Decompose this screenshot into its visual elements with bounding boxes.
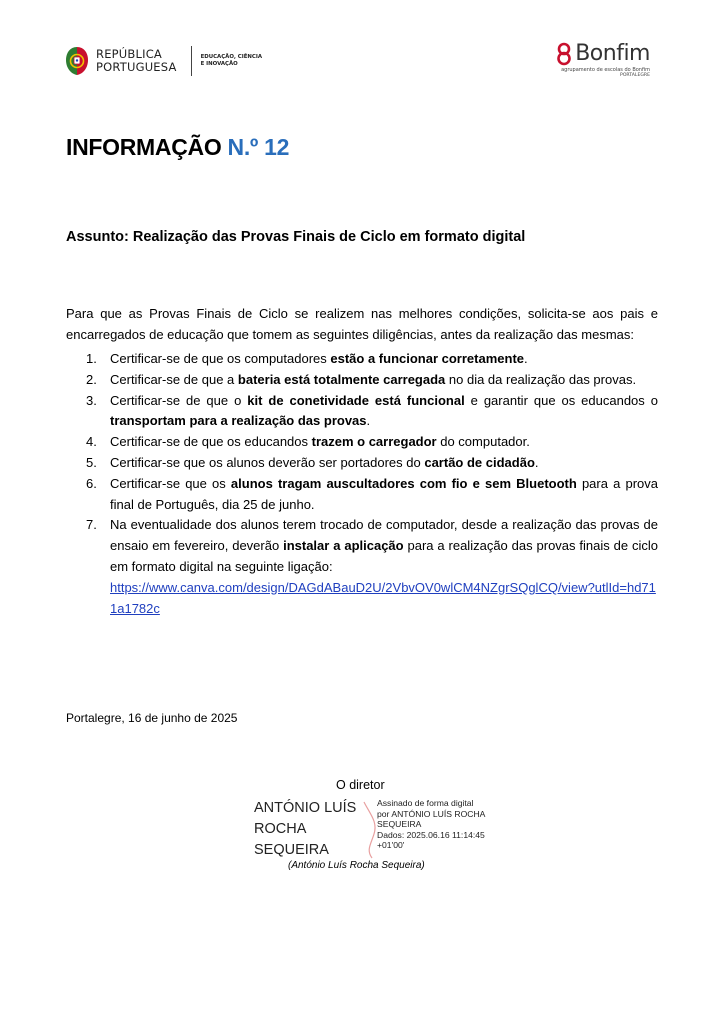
- list-number: 7.: [86, 517, 97, 533]
- document-title: [66, 134, 289, 161]
- school-logo: [554, 42, 650, 79]
- list-number: 3.: [86, 392, 97, 408]
- list-item: [66, 515, 658, 619]
- school-subtitle: agrupamento de escolas do Bonfim: [561, 67, 650, 73]
- list-text: Certificar-se de que a bateria está totalmente carregada no dia da realização das provas.: [110, 371, 637, 387]
- ministry-line-1: EDUCAÇÃO, CIÊNCIA: [200, 54, 263, 60]
- signature-detail-5: +01'00': [377, 840, 405, 851]
- signature-detail-3: SEQUEIRA: [377, 819, 422, 830]
- list-number: 2.: [86, 371, 97, 387]
- title-prefix: INFORMAÇÃO: [66, 134, 222, 160]
- list-item: [66, 474, 658, 516]
- republic-line-2: PORTUGUESA: [96, 60, 177, 74]
- bonfim-wordmark: [554, 42, 650, 66]
- title-number: N.º 12: [227, 134, 290, 160]
- signature-detail-1: Assinado de forma digital: [377, 798, 474, 808]
- signer-full-name: (António Luís Rocha Sequeira): [288, 860, 425, 871]
- signature-role: O diretor: [336, 778, 385, 792]
- republic-name: [96, 48, 177, 74]
- list-number: 6.: [86, 475, 97, 491]
- republic-logo: [64, 44, 262, 78]
- school-name: Bonfim: [575, 41, 650, 66]
- list-item: [66, 391, 658, 433]
- signer-name: [254, 798, 356, 861]
- list-text: Certificar-se de que o kit de conetividade está funcional e garantir que os educandos o transportam para a realização das provas.: [110, 392, 658, 429]
- canva-link[interactable]: https://www.canva.com/design/DAGdABauD2U/2VbvOV0wlCM4NZgrSQglCQ/view?utlId=hd711a1782c: [110, 579, 656, 616]
- signer-name-line-3: SEQUEIRA: [254, 842, 329, 858]
- list-number: 4.: [86, 434, 97, 450]
- list-text: Certificar-se de que os educandos trazem o carregador do computador.: [110, 434, 530, 450]
- list-text: Certificar-se que os alunos tragam auscultadores com fio e sem Bluetooth para a prova final de Português, dia 25 de junho.: [110, 475, 659, 512]
- list-item: [66, 349, 658, 370]
- list-number: 1.: [86, 351, 97, 366]
- list-text: Certificar-se de que os computadores estão a funcionar corretamente.: [110, 351, 528, 366]
- list-text: Na eventualidade dos alunos terem trocado de computador, desde a realização das provas de ensaio em fevereiro, deverão instalar a aplicação para a realização das provas finais de ciclo em formato digital na seguinte ligação: https://www.canva.com/design/DAGdABauD2U/2VbvOV0wlCM4NZgrSQglCQ/view?utlId=hd711a1782c: [110, 517, 659, 616]
- school-city: PORTALEGRE: [620, 73, 650, 78]
- intro-paragraph: Para que as Provas Finais de Ciclo se realizem nas melhores condições, solicita-se aos pais e encarregados de educação que tomem as seguintes diligências, antes da realização das mesmas:: [66, 306, 658, 342]
- header-divider: [191, 46, 192, 76]
- republic-line-1: REPÚBLICA: [96, 47, 162, 61]
- list-item: [66, 432, 658, 453]
- signer-name-line-1: ANTÓNIO LUÍS: [254, 800, 357, 816]
- signature-detail-4: Dados: 2025.06.16 11:14:45: [377, 829, 485, 840]
- portugal-emblem-icon: [64, 45, 90, 77]
- list-item: [66, 453, 658, 474]
- list-item: [66, 370, 658, 391]
- subject-line: Assunto: Realização das Provas Finais de Ciclo em formato digital: [66, 229, 526, 245]
- signature-detail-2: por ANTÓNIO LUÍS ROCHA: [377, 808, 486, 819]
- list-number: 5.: [86, 454, 97, 470]
- instructions-list: [66, 349, 658, 619]
- ministry-line-2: E INOVAÇÃO: [200, 61, 238, 67]
- place-date: Portalegre, 16 de junho de 2025: [66, 711, 238, 725]
- bonfim-mark-icon: [554, 42, 574, 66]
- ministry-name: [201, 54, 262, 68]
- signer-name-line-2: ROCHA: [254, 821, 307, 837]
- list-text: Certificar-se que os alunos deverão ser portadores do cartão de cidadão.: [110, 454, 539, 470]
- digital-signature-details: [377, 798, 485, 851]
